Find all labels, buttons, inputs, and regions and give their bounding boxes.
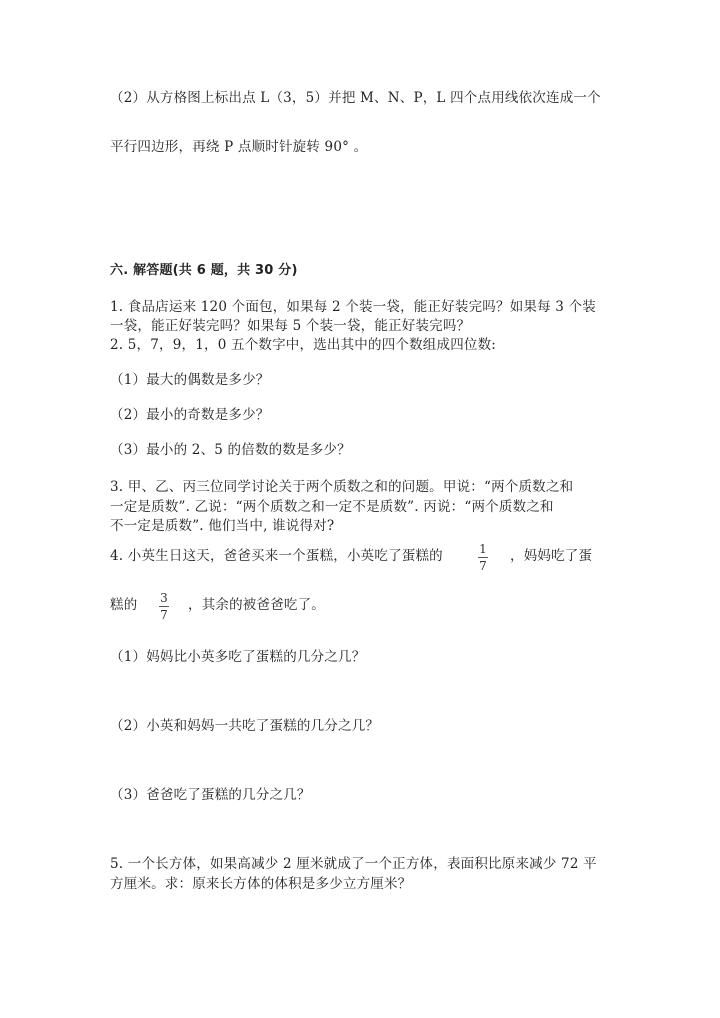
- question-3-line-1: 3. 甲、乙、丙三位同学讨论关于两个质数之和的问题。甲说：“两个质数之和: [110, 479, 574, 495]
- question-3-line-2: 一定是质数”. 乙说：“两个质数之和一定不是质数”. 丙说：“两个质数之和: [110, 499, 554, 515]
- question-1-line-2: 一袋，能正好装完吗？如果每 5 个装一袋，能正好装完吗？: [110, 318, 471, 334]
- question-2-sub-3: （3）最小的 2、5 的倍数的数是多少？: [110, 442, 351, 458]
- question-2-sub-2: （2）最小的奇数是多少？: [110, 407, 270, 423]
- fraction-denominator: 7: [160, 608, 168, 622]
- question-4-line-1-tail: ，妈妈吃了蛋: [510, 548, 593, 564]
- question-part-2-line-2: 平行四边形，再绕 P 点顺时针旋转 90° 。: [110, 139, 368, 155]
- fraction-bar: [159, 606, 169, 607]
- question-4-line-1-text: 4. 小英生日这天，爸爸买来一个蛋糕，小英吃了蛋糕的: [110, 548, 443, 564]
- question-part-2-line-1: （2）从方格图上标出点 L（3，5）并把 M、N、P，L 四个点用线依次连成一个: [110, 90, 601, 106]
- question-5-line-2: 方厘米。求：原来长方体的体积是多少立方厘米？: [110, 876, 412, 892]
- question-3-line-3: 不一定是质数”. 他们当中, 谁说得对?: [110, 518, 335, 534]
- fraction-denominator: 7: [479, 559, 487, 573]
- question-2-sub-1: （1）最大的偶数是多少？: [110, 372, 270, 388]
- fraction-three-sevenths: [159, 592, 169, 621]
- fraction-bar: [478, 557, 488, 558]
- fraction-one-seventh: [478, 543, 488, 572]
- fraction-numerator: 1: [479, 542, 487, 556]
- question-1-line-1: 1. 食品店运来 120 个面包，如果每 2 个装一袋，能正好装完吗？如果每 3 个装: [110, 299, 596, 315]
- question-4-line-2-text: 糕的: [110, 597, 138, 613]
- question-4-sub-1: （1）妈妈比小英多吃了蛋糕的几分之几？: [110, 649, 366, 665]
- section-heading: 六. 解答题(共 6 题，共 30 分): [110, 263, 298, 278]
- fraction-numerator: 3: [160, 591, 168, 605]
- question-4-sub-3: （3）爸爸吃了蛋糕的几分之几？: [110, 787, 311, 803]
- question-4-line-2-tail: ，其余的被爸爸吃了。: [188, 597, 325, 613]
- question-2: 2. 5，7，9，1，0 五个数字中，选出其中的四个数组成四位数:: [110, 337, 497, 353]
- question-5-line-1: 5. 一个长方体，如果高减少 2 厘米就成了一个正方体，表面积比原来减少 72 平: [110, 856, 597, 872]
- question-4-sub-2: （2）小英和妈妈一共吃了蛋糕的几分之几？: [110, 718, 380, 734]
